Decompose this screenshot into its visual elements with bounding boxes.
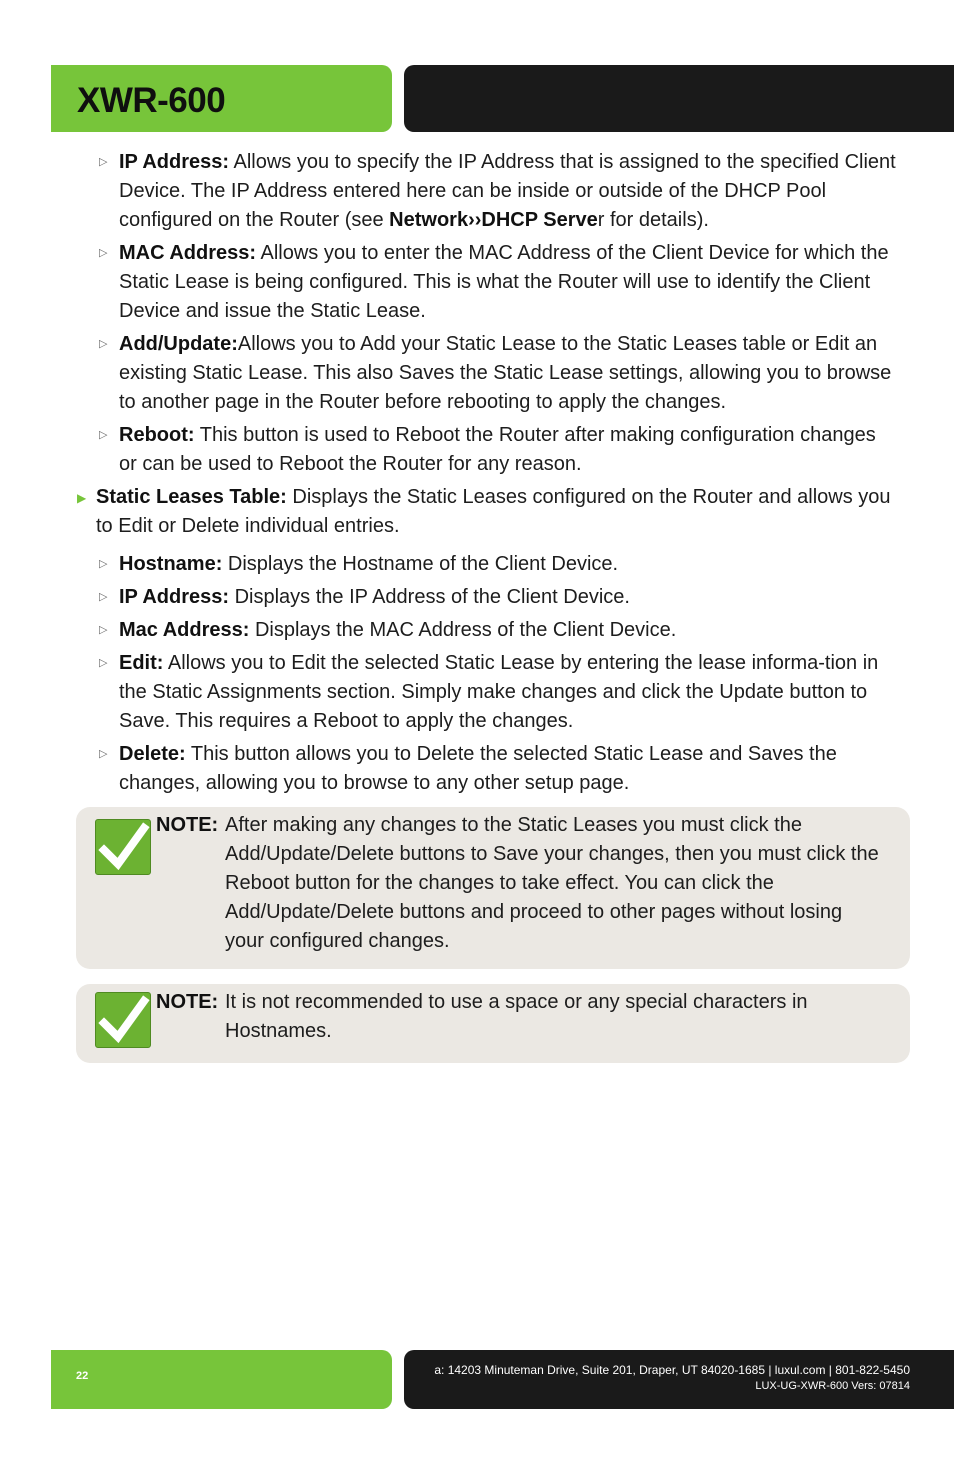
open-triangle-bullet-icon: ▷ [99,429,108,441]
open-triangle-bullet-icon: ▷ [99,247,108,259]
item-text: Allows you to Edit the selected Static Lease by entering the lease informa-tion in the Static Assignments section. Simply make changes and click the Update button to Save. This requires a Reboot to apply the changes. [119,652,879,732]
item-text: Allows you to specify the IP Address that is assigned to the specified Client Device. The IP Address entered here can be inside or outside of the DHCP Pool configured on the Router (see [119,151,896,231]
note-box [76,984,910,1063]
header-green-bar [51,65,392,132]
list-item [99,148,899,235]
item-term: Static Leases Table: [96,486,287,508]
item-term: IP Address: [119,151,230,173]
item-term: Reboot: [119,424,195,446]
list-item [99,330,899,417]
page-title: XWR-600 [77,81,226,120]
item-term: IP Address: [119,586,230,608]
note-text: After making any changes to the Static Leases you must click the Add/Update/Delete buttons to Save your changes, then you must click the Reboot button for the changes to take effect. You can click the Add/Update/Delete buttons and proceed to other pages without losing your configured changes. [225,814,879,952]
item-text: Displays the MAC Address of the Client Device. [249,619,677,641]
item-text: Displays the Hostname of the Client Device. [222,553,619,575]
checkmark-icon [95,992,151,1048]
open-triangle-bullet-icon: ▷ [99,748,108,760]
note-text: It is not recommended to use a space or any special characters in Hostnames. [225,991,808,1042]
note-box [76,807,910,969]
item-text: Allows you to enter the MAC Address of the Client Device for which the Static Lease is being configured. This is what the Router will use to identify the Client Device and issue the Static Lease. [119,242,889,322]
list-item [99,616,899,645]
list-item [99,649,899,736]
item-term: Hostname: [119,553,223,575]
list-item [99,740,899,798]
item-ref: Network››DHCP Serve [389,209,598,231]
open-triangle-bullet-icon: ▷ [99,558,108,570]
item-text: Displays the IP Address of the Client Device. [229,586,630,608]
footer-green-bar [51,1350,392,1409]
open-triangle-bullet-icon: ▷ [99,156,108,168]
item-text: This button allows you to Delete the selected Static Lease and Saves the changes, allowing you to browse to any other setup page. [119,743,837,794]
page-number: 22 [76,1370,89,1382]
list-item [99,421,899,479]
open-triangle-bullet-icon: ▷ [99,624,108,636]
open-triangle-bullet-icon: ▷ [99,338,108,350]
list-item [99,550,899,579]
list-item [99,239,899,326]
open-triangle-bullet-icon: ▷ [99,657,108,669]
checkmark-icon [95,819,151,875]
item-text-after: r for details). [597,209,709,231]
list-item [99,583,899,612]
footer-black-bar [404,1350,954,1409]
note-label: NOTE: [156,814,219,836]
item-text: Displays the Static Leases configured on the Router and allows you to Edit or Delete individual entries. [96,486,891,537]
note-label: NOTE: [156,991,219,1013]
item-term: Edit: [119,652,164,674]
item-term: Delete: [119,743,186,765]
item-text: This button is used to Reboot the Router after making configuration changes or can be used to Reboot the Router for any reason. [119,424,876,475]
list-item-static-leases-table [77,483,896,541]
item-term: MAC Address: [119,242,257,264]
footer-address: a: 14203 Minuteman Drive, Suite 201, Draper, UT 84020-1685 | luxul.com | 801-822-5450 [434,1363,910,1377]
item-term: Add/Update: [119,333,238,355]
open-triangle-bullet-icon: ▷ [99,591,108,603]
footer-doc-id: LUX-UG-XWR-600 Vers: 07814 [755,1380,910,1392]
item-text: Allows you to Add your Static Lease to the Static Leases table or Edit an existing Static Lease. This also Saves the Static Lease settings, allowing you to browse to another page in the Router before rebooting to apply the changes. [119,333,892,413]
item-term: Mac Address: [119,619,250,641]
filled-triangle-bullet-icon: ▶ [77,491,87,505]
header-black-bar [404,65,954,132]
